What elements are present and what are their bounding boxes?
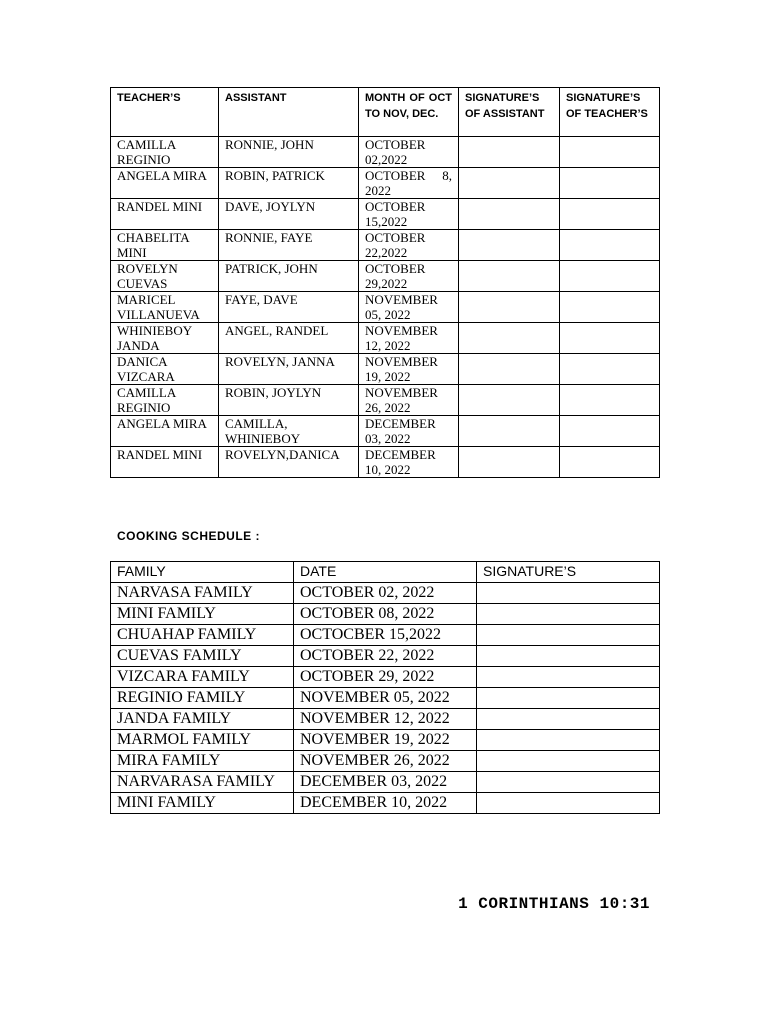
date-cell: OCTOBER 22,2022 [359, 230, 459, 261]
date-cell: OCTOBER 29, 2022 [294, 667, 477, 688]
teacher-cell: RANDEL MINI [111, 447, 219, 478]
date-cell: OCTOBER 08, 2022 [294, 604, 477, 625]
signature-assistant-cell [459, 168, 560, 199]
date-cell: OCTOBER 22, 2022 [294, 646, 477, 667]
table-row [111, 793, 660, 814]
assistant-cell: RONNIE, JOHN [219, 137, 359, 168]
date-cell: NOVEMBER 12, 2022 [359, 323, 459, 354]
family-cell: REGINIO FAMILY [111, 688, 294, 709]
signature-assistant-cell [459, 323, 560, 354]
date-cell: NOVEMBER 05, 2022 [294, 688, 477, 709]
date-cell: OCTOBER 29,2022 [359, 261, 459, 292]
signature-teacher-cell [560, 199, 660, 230]
date-cell: OCTOCBER 15,2022 [294, 625, 477, 646]
date-cell: NOVEMBER 26, 2022 [294, 751, 477, 772]
table-row [111, 667, 660, 688]
signature-cell [477, 709, 660, 730]
signature-cell [477, 688, 660, 709]
header-teacher: TEACHER’S [111, 88, 219, 137]
family-cell: JANDA FAMILY [111, 709, 294, 730]
signature-teacher-cell [560, 385, 660, 416]
signature-cell [477, 730, 660, 751]
header-signature-teacher: SIGNATURE’S OF TEACHER’S [560, 88, 660, 137]
signature-assistant-cell [459, 137, 560, 168]
signature-teacher-cell [560, 168, 660, 199]
table-row [111, 646, 660, 667]
cooking-schedule-table [110, 561, 660, 814]
signature-assistant-cell [459, 354, 560, 385]
assistant-cell: ANGEL, RANDEL [219, 323, 359, 354]
signature-cell [477, 583, 660, 604]
table-row [111, 199, 660, 230]
table-row [111, 583, 660, 604]
assistant-cell: PATRICK, JOHN [219, 261, 359, 292]
signature-cell [477, 646, 660, 667]
teacher-cell: ANGELA MIRA [111, 416, 219, 447]
assistant-cell: RONNIE, FAYE [219, 230, 359, 261]
family-cell: NARVASA FAMILY [111, 583, 294, 604]
signature-assistant-cell [459, 292, 560, 323]
teacher-cell: WHINIEBOY JANDA [111, 323, 219, 354]
table-row [111, 261, 660, 292]
header-month: MONTH OF OCT TO NOV, DEC. [359, 88, 459, 137]
signature-assistant-cell [459, 230, 560, 261]
date-cell: DECEMBER 03, 2022 [359, 416, 459, 447]
signature-teacher-cell [560, 261, 660, 292]
signature-cell [477, 604, 660, 625]
table-row [111, 447, 660, 478]
signature-teacher-cell [560, 447, 660, 478]
signature-teacher-cell [560, 323, 660, 354]
table-row [111, 137, 660, 168]
teacher-cell: ANGELA MIRA [111, 168, 219, 199]
teacher-cell: DANICA VIZCARA [111, 354, 219, 385]
teacher-cell: ROVELYN CUEVAS [111, 261, 219, 292]
date-cell: OCTOBER 15,2022 [359, 199, 459, 230]
table-row [111, 604, 660, 625]
table-row [111, 230, 660, 261]
date-cell: DECEMBER 10, 2022 [294, 793, 477, 814]
signature-cell [477, 793, 660, 814]
signature-teacher-cell [560, 137, 660, 168]
teacher-cell: MARICEL VILLANUEVA [111, 292, 219, 323]
family-cell: NARVARASA FAMILY [111, 772, 294, 793]
teacher-cell: RANDEL MINI [111, 199, 219, 230]
header-assistant: ASSISTANT [219, 88, 359, 137]
bible-verse: 1 CORINTHIANS 10:31 [458, 895, 650, 913]
header-date: DATE [294, 562, 477, 583]
header-signature: SIGNATURE’S [477, 562, 660, 583]
table-header-row [111, 562, 660, 583]
signature-teacher-cell [560, 416, 660, 447]
date-cell: NOVEMBER 19, 2022 [294, 730, 477, 751]
signature-assistant-cell [459, 385, 560, 416]
teacher-cell: CAMILLA REGINIO [111, 137, 219, 168]
family-cell: VIZCARA FAMILY [111, 667, 294, 688]
signature-assistant-cell [459, 199, 560, 230]
table-row [111, 772, 660, 793]
cooking-schedule-title: COOKING SCHEDULE : [117, 529, 261, 543]
teacher-cell: CHABELITA MINI [111, 230, 219, 261]
signature-teacher-cell [560, 292, 660, 323]
assistant-cell: ROVELYN, JANNA [219, 354, 359, 385]
signature-teacher-cell [560, 354, 660, 385]
assistant-cell: FAYE, DAVE [219, 292, 359, 323]
date-cell: OCTOBER 02,2022 [359, 137, 459, 168]
assistant-cell: ROBIN, PATRICK [219, 168, 359, 199]
date-cell: OCTOBER 8, 2022 [359, 168, 459, 199]
table-row [111, 709, 660, 730]
table-row [111, 354, 660, 385]
header-signature-assistant: SIGNATURE’S OF ASSISTANT [459, 88, 560, 137]
signature-cell [477, 625, 660, 646]
assistant-cell: CAMILLA, WHINIEBOY [219, 416, 359, 447]
table-row [111, 323, 660, 354]
date-cell: NOVEMBER 05, 2022 [359, 292, 459, 323]
signature-cell [477, 751, 660, 772]
header-family: FAMILY [111, 562, 294, 583]
signature-cell [477, 667, 660, 688]
table-header-row [111, 88, 660, 137]
signature-assistant-cell [459, 261, 560, 292]
signature-cell [477, 772, 660, 793]
family-cell: MINI FAMILY [111, 604, 294, 625]
assistant-cell: ROBIN, JOYLYN [219, 385, 359, 416]
family-cell: MIRA FAMILY [111, 751, 294, 772]
family-cell: CHUAHAP FAMILY [111, 625, 294, 646]
family-cell: MINI FAMILY [111, 793, 294, 814]
signature-assistant-cell [459, 447, 560, 478]
date-cell: NOVEMBER 19, 2022 [359, 354, 459, 385]
table-row [111, 292, 660, 323]
date-cell: NOVEMBER 12, 2022 [294, 709, 477, 730]
family-cell: MARMOL FAMILY [111, 730, 294, 751]
teacher-cell: CAMILLA REGINIO [111, 385, 219, 416]
family-cell: CUEVAS FAMILY [111, 646, 294, 667]
teacher-schedule-table [110, 87, 660, 478]
table-row [111, 385, 660, 416]
assistant-cell: DAVE, JOYLYN [219, 199, 359, 230]
table-row [111, 625, 660, 646]
table-row [111, 416, 660, 447]
signature-assistant-cell [459, 416, 560, 447]
signature-teacher-cell [560, 230, 660, 261]
table-row [111, 688, 660, 709]
date-cell: DECEMBER 10, 2022 [359, 447, 459, 478]
table-row [111, 730, 660, 751]
date-cell: NOVEMBER 26, 2022 [359, 385, 459, 416]
date-cell: OCTOBER 02, 2022 [294, 583, 477, 604]
date-cell: DECEMBER 03, 2022 [294, 772, 477, 793]
assistant-cell: ROVELYN,DANICA [219, 447, 359, 478]
table-row [111, 168, 660, 199]
table-row [111, 751, 660, 772]
